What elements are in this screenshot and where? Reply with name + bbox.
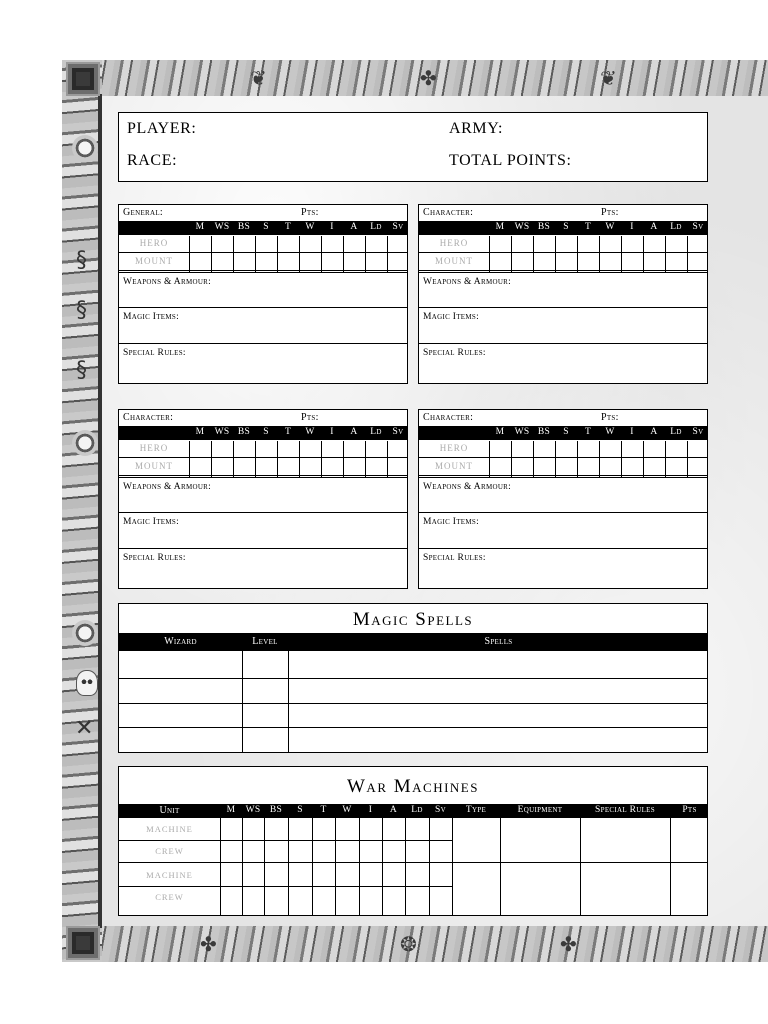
stat-grid-line bbox=[277, 236, 278, 272]
stat-header-row bbox=[419, 221, 707, 235]
row-label: HERO bbox=[139, 443, 169, 453]
stat-grid-line bbox=[299, 441, 300, 477]
mount-stat-row bbox=[119, 254, 407, 271]
stat-column-header: BS bbox=[237, 222, 251, 232]
stat-grid-line bbox=[533, 236, 534, 272]
stat-column-header: W bbox=[605, 222, 615, 232]
stat-column-header: W bbox=[342, 805, 352, 815]
stat-column-header: M bbox=[226, 805, 236, 815]
stat-column-header: I bbox=[630, 222, 634, 232]
corner-ornament-bottom bbox=[66, 926, 100, 960]
section-label: Special Rules: bbox=[423, 348, 486, 358]
stat-column-header: Ld bbox=[370, 222, 382, 232]
card-section bbox=[119, 548, 407, 563]
card-section bbox=[419, 343, 707, 358]
spells-grid-line bbox=[288, 651, 289, 753]
machine-row-label: MACHINE bbox=[146, 824, 193, 834]
section-label: Weapons & Armour: bbox=[423, 482, 512, 492]
card-points-label: Pts: bbox=[301, 412, 319, 423]
card-title: General: bbox=[123, 207, 164, 218]
stat-column-header: T bbox=[284, 222, 292, 232]
general-card bbox=[118, 204, 408, 384]
stat-column-header: A bbox=[350, 427, 358, 437]
stat-column-header: WS bbox=[514, 427, 530, 437]
row-label: MOUNT bbox=[435, 256, 473, 266]
stat-column-header: Sv bbox=[392, 222, 404, 232]
card-title: Character: bbox=[423, 412, 474, 423]
stat-grid-line bbox=[665, 236, 666, 272]
stat-grid-line bbox=[687, 236, 688, 272]
stat-column-header: Sv bbox=[692, 222, 704, 232]
serpent-icon: § bbox=[76, 358, 87, 383]
war-machine-grid-line bbox=[452, 818, 453, 916]
war-machine-grid-line bbox=[382, 818, 383, 916]
stat-column-header: Sv bbox=[435, 805, 446, 815]
stat-column-header: M bbox=[495, 222, 505, 232]
level-column-header: Level bbox=[252, 636, 278, 647]
war-machine-grid-line bbox=[405, 818, 406, 916]
stat-grid-line bbox=[621, 236, 622, 272]
stat-grid-line bbox=[621, 441, 622, 477]
border-rosette-icon bbox=[72, 135, 98, 161]
spells-column-header: Spells bbox=[484, 636, 513, 647]
war-machines-panel bbox=[118, 766, 708, 916]
stat-grid-line bbox=[343, 441, 344, 477]
stat-column-header: I bbox=[630, 427, 634, 437]
section-label: Weapons & Armour: bbox=[423, 277, 512, 287]
stat-column-header: S bbox=[263, 222, 269, 232]
serpent-icon: § bbox=[76, 298, 87, 323]
character-card bbox=[118, 409, 408, 589]
character-card bbox=[418, 409, 708, 589]
war-machine-grid-line bbox=[119, 862, 707, 863]
stat-column-header: M bbox=[195, 222, 205, 232]
stat-column-header: T bbox=[584, 427, 592, 437]
stat-column-header: S bbox=[563, 427, 569, 437]
card-section bbox=[119, 512, 407, 527]
stat-grid-line bbox=[599, 441, 600, 477]
stat-column-header: W bbox=[605, 427, 615, 437]
row-label: MOUNT bbox=[135, 461, 173, 471]
card-title: Character: bbox=[423, 207, 474, 218]
section-label: Weapons & Armour: bbox=[123, 482, 212, 492]
knotwork-icon: ❂ bbox=[400, 932, 417, 956]
stat-column-header: S bbox=[297, 805, 303, 815]
hero-stat-row bbox=[119, 236, 407, 253]
stat-column-header: A bbox=[650, 427, 658, 437]
stat-column-header: WS bbox=[214, 427, 230, 437]
stat-column-header: BS bbox=[537, 222, 551, 232]
stat-grid-line bbox=[211, 441, 212, 477]
spells-grid-line bbox=[242, 651, 243, 753]
hero-stat-row bbox=[419, 441, 707, 458]
stat-column-header: W bbox=[305, 427, 315, 437]
section-label: Magic Items: bbox=[423, 517, 480, 527]
war-machine-grid-line bbox=[312, 818, 313, 916]
stat-column-header: W bbox=[305, 222, 315, 232]
war-machines-header-row bbox=[119, 804, 707, 818]
stat-column-header: Ld bbox=[411, 805, 423, 815]
row-label: HERO bbox=[439, 238, 469, 248]
stat-column-header: M bbox=[195, 427, 205, 437]
stat-column-header: BS bbox=[237, 427, 251, 437]
stat-grid-line bbox=[233, 236, 234, 272]
stat-grid-line bbox=[343, 236, 344, 272]
border-rosette-icon bbox=[72, 620, 98, 646]
card-points-label: Pts: bbox=[601, 207, 619, 218]
stat-column-header: T bbox=[584, 222, 592, 232]
card-section bbox=[419, 477, 707, 492]
card-section bbox=[119, 272, 407, 287]
stat-grid-line bbox=[365, 236, 366, 272]
army-header-panel bbox=[118, 112, 708, 182]
stat-column-header: T bbox=[284, 427, 292, 437]
total-points-label: TOTAL POINTS: bbox=[449, 152, 572, 169]
player-label: PLAYER: bbox=[127, 120, 197, 137]
left-border-rule bbox=[98, 94, 102, 928]
stat-grid-line bbox=[643, 236, 644, 272]
knotwork-icon: ✤ bbox=[200, 932, 217, 956]
crew-row-label: CREW bbox=[155, 892, 184, 902]
war-machines-title: War Machines bbox=[347, 776, 479, 797]
stat-grid-line bbox=[321, 236, 322, 272]
card-section bbox=[119, 343, 407, 358]
stat-header-row bbox=[419, 426, 707, 440]
war-machine-grid-line bbox=[119, 840, 452, 841]
stat-column-header: BS bbox=[269, 805, 283, 815]
stat-column-header: A bbox=[650, 222, 658, 232]
war-machine-column-header: Pts bbox=[682, 805, 697, 815]
magic-spells-header-row bbox=[119, 633, 707, 651]
row-label: HERO bbox=[139, 238, 169, 248]
stat-grid-line bbox=[511, 236, 512, 272]
war-machine-column-header: Type bbox=[465, 805, 487, 815]
stat-column-header: I bbox=[330, 427, 334, 437]
card-section bbox=[419, 272, 707, 287]
card-title: Character: bbox=[123, 412, 174, 423]
machine-row-label: MACHINE bbox=[146, 870, 193, 880]
stat-grid-line bbox=[511, 441, 512, 477]
ornate-top-border bbox=[62, 60, 768, 96]
section-label: Magic Items: bbox=[123, 312, 180, 322]
war-machine-grid-line bbox=[119, 886, 452, 887]
stat-column-header: WS bbox=[214, 222, 230, 232]
stat-column-header: I bbox=[330, 222, 334, 232]
stat-grid-line bbox=[277, 441, 278, 477]
magic-spells-title: Magic Spells bbox=[352, 609, 474, 630]
stat-column-header: T bbox=[320, 805, 327, 815]
skull-icon bbox=[76, 670, 98, 696]
mount-stat-row bbox=[419, 254, 707, 271]
section-label: Special Rules: bbox=[123, 348, 186, 358]
stat-grid-line bbox=[299, 236, 300, 272]
card-points-label: Pts: bbox=[601, 412, 619, 423]
stat-column-header: M bbox=[495, 427, 505, 437]
stat-grid-line bbox=[189, 441, 190, 477]
war-machine-grid-line bbox=[359, 818, 360, 916]
stat-grid-line bbox=[489, 441, 490, 477]
war-machine-grid-line bbox=[264, 818, 265, 916]
stat-grid-line bbox=[555, 441, 556, 477]
stat-grid-line bbox=[665, 441, 666, 477]
stat-column-header: I bbox=[368, 805, 373, 815]
card-section bbox=[419, 548, 707, 563]
magic-spells-panel bbox=[118, 603, 708, 753]
spells-grid-line bbox=[119, 703, 707, 704]
crew-row-label: CREW bbox=[155, 846, 184, 856]
serpent-icon: § bbox=[76, 248, 87, 273]
knotwork-icon: ❦ bbox=[600, 66, 617, 90]
card-section bbox=[419, 307, 707, 322]
row-label: MOUNT bbox=[135, 256, 173, 266]
section-label: Magic Items: bbox=[423, 312, 480, 322]
stat-grid-line bbox=[687, 441, 688, 477]
knotwork-icon: ✤ bbox=[420, 66, 437, 90]
stat-grid-line bbox=[321, 441, 322, 477]
war-machine-grid-line bbox=[288, 818, 289, 916]
stat-grid-line bbox=[189, 236, 190, 272]
mount-stat-row bbox=[419, 459, 707, 476]
stat-grid-line bbox=[387, 441, 388, 477]
spells-grid-line bbox=[119, 678, 707, 679]
section-label: Magic Items: bbox=[123, 517, 180, 527]
card-points-label: Pts: bbox=[301, 207, 319, 218]
war-machine-grid-line bbox=[335, 818, 336, 916]
crossed-bones-icon: ✕ bbox=[75, 716, 94, 741]
wizard-column-header: Wizard bbox=[164, 636, 197, 647]
border-rosette-icon bbox=[72, 430, 98, 456]
stat-column-header: WS bbox=[514, 222, 530, 232]
section-label: Special Rules: bbox=[123, 553, 186, 563]
stat-grid-line bbox=[555, 236, 556, 272]
stat-grid-line bbox=[577, 236, 578, 272]
stat-grid-line bbox=[387, 236, 388, 272]
unit-column-header: Unit bbox=[159, 805, 180, 816]
stat-grid-line bbox=[365, 441, 366, 477]
stat-grid-line bbox=[255, 236, 256, 272]
stat-grid-line bbox=[211, 236, 212, 272]
stat-column-header: BS bbox=[537, 427, 551, 437]
card-section bbox=[119, 307, 407, 322]
stat-column-header: A bbox=[389, 805, 398, 815]
knotwork-icon: ✤ bbox=[560, 932, 577, 956]
war-machine-grid-line bbox=[220, 818, 221, 916]
army-label: ARMY: bbox=[449, 120, 503, 137]
card-section bbox=[419, 512, 707, 527]
hero-stat-row bbox=[419, 236, 707, 253]
card-section bbox=[119, 477, 407, 492]
section-label: Weapons & Armour: bbox=[123, 277, 212, 287]
stat-column-header: Sv bbox=[692, 427, 704, 437]
ornate-left-border bbox=[62, 60, 102, 962]
row-label: MOUNT bbox=[435, 461, 473, 471]
stat-header-row bbox=[119, 426, 407, 440]
war-machine-column-header: Special Rules bbox=[595, 805, 655, 815]
stat-grid-line bbox=[577, 441, 578, 477]
war-machine-grid-line bbox=[242, 818, 243, 916]
war-machine-grid-line bbox=[429, 818, 430, 916]
war-machine-grid-line bbox=[670, 818, 671, 916]
stat-column-header: Ld bbox=[370, 427, 382, 437]
stat-column-header: WS bbox=[245, 805, 261, 815]
race-label: RACE: bbox=[127, 152, 178, 169]
stat-column-header: Sv bbox=[392, 427, 404, 437]
spells-grid-line bbox=[119, 727, 707, 728]
stat-grid-line bbox=[599, 236, 600, 272]
stat-grid-line bbox=[233, 441, 234, 477]
stat-header-row bbox=[119, 221, 407, 235]
character-card bbox=[418, 204, 708, 384]
row-label: HERO bbox=[439, 443, 469, 453]
section-label: Special Rules: bbox=[423, 553, 486, 563]
war-machine-column-header: Equipment bbox=[517, 805, 563, 815]
stat-grid-line bbox=[533, 441, 534, 477]
corner-ornament-top bbox=[66, 62, 100, 96]
stat-grid-line bbox=[489, 236, 490, 272]
stat-column-header: S bbox=[563, 222, 569, 232]
war-machine-grid-line bbox=[500, 818, 501, 916]
stat-column-header: Ld bbox=[670, 427, 682, 437]
stat-grid-line bbox=[255, 441, 256, 477]
war-machine-grid-line bbox=[580, 818, 581, 916]
stat-column-header: Ld bbox=[670, 222, 682, 232]
knotwork-icon: ❦ bbox=[250, 66, 267, 90]
hero-stat-row bbox=[119, 441, 407, 458]
stat-column-header: S bbox=[263, 427, 269, 437]
stat-column-header: A bbox=[350, 222, 358, 232]
mount-stat-row bbox=[119, 459, 407, 476]
stat-grid-line bbox=[643, 441, 644, 477]
